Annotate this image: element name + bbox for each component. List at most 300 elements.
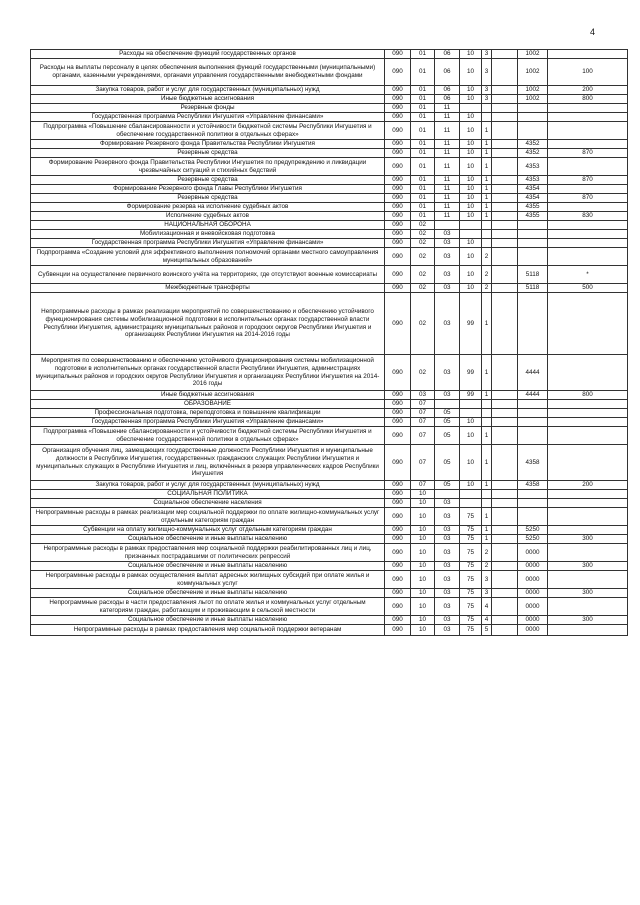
code-vid <box>548 185 628 194</box>
code-gap <box>492 571 518 589</box>
code-podrazdel: 11 <box>435 176 460 185</box>
code-glava: 090 <box>385 194 411 203</box>
code-podrazdel <box>435 490 460 499</box>
code-razdel: 02 <box>411 239 435 248</box>
code-subprogram: 1 <box>482 508 492 526</box>
code-podrazdel: 03 <box>435 508 460 526</box>
code-article: 1002 <box>518 86 548 95</box>
table-row <box>31 400 628 409</box>
row-name: Подпрограмма «Создание условий для эффективного выполнения полномочий органами местного самоуправления муниципальных образований» <box>31 248 385 266</box>
code-glava: 090 <box>385 391 411 400</box>
code-program: 75 <box>460 589 482 598</box>
code-article <box>518 409 548 418</box>
code-gap <box>492 526 518 535</box>
code-vid <box>548 248 628 266</box>
code-program: 75 <box>460 562 482 571</box>
row-name: Исполнение судебных актов <box>31 212 385 221</box>
code-razdel: 01 <box>411 212 435 221</box>
code-vid: 500 <box>548 284 628 293</box>
code-razdel: 03 <box>411 391 435 400</box>
code-article: 0000 <box>518 571 548 589</box>
code-subprogram: 2 <box>482 562 492 571</box>
code-article <box>518 490 548 499</box>
code-podrazdel: 03 <box>435 571 460 589</box>
code-glava: 090 <box>385 221 411 230</box>
code-glava: 090 <box>385 59 411 86</box>
row-name: Закупка товаров, работ и услуг для государственных (муниципальных) нужд <box>31 86 385 95</box>
table-row <box>31 104 628 113</box>
code-glava: 090 <box>385 248 411 266</box>
code-subprogram <box>482 490 492 499</box>
code-razdel: 01 <box>411 113 435 122</box>
code-program: 75 <box>460 598 482 616</box>
code-gap <box>492 400 518 409</box>
budget-table-container <box>30 49 627 636</box>
row-name: Социальное обеспечение и иные выплаты населению <box>31 616 385 625</box>
code-vid <box>548 625 628 636</box>
code-program: 75 <box>460 508 482 526</box>
code-article <box>518 104 548 113</box>
row-name: Непрограммные расходы в рамках осуществления выплат адресных жилищных субсидий при оплате жилья и коммунальных услуг <box>31 571 385 589</box>
code-article: 0000 <box>518 544 548 562</box>
code-program <box>460 400 482 409</box>
code-program: 75 <box>460 625 482 636</box>
code-article: 0000 <box>518 625 548 636</box>
code-subprogram <box>482 418 492 427</box>
code-vid <box>548 50 628 59</box>
table-row <box>31 562 628 571</box>
code-gap <box>492 589 518 598</box>
row-name: ОБРАЗОВАНИЕ <box>31 400 385 409</box>
code-razdel: 02 <box>411 248 435 266</box>
code-razdel: 10 <box>411 625 435 636</box>
code-podrazdel: 03 <box>435 266 460 284</box>
code-razdel: 07 <box>411 418 435 427</box>
code-razdel: 01 <box>411 95 435 104</box>
row-name: Социальное обеспечение и иные выплаты населению <box>31 589 385 598</box>
code-program: 10 <box>460 158 482 176</box>
code-razdel: 07 <box>411 409 435 418</box>
code-razdel: 10 <box>411 598 435 616</box>
code-vid <box>548 571 628 589</box>
code-subprogram <box>482 409 492 418</box>
table-row <box>31 526 628 535</box>
code-subprogram: 1 <box>482 122 492 140</box>
code-glava: 090 <box>385 508 411 526</box>
code-razdel: 02 <box>411 266 435 284</box>
row-name: Межбюджетные трансферты <box>31 284 385 293</box>
code-program: 10 <box>460 194 482 203</box>
code-subprogram: 3 <box>482 59 492 86</box>
code-program: 10 <box>460 149 482 158</box>
row-name: Непрограммные расходы в рамках предоставления мер социальной поддержки ветеранам <box>31 625 385 636</box>
row-name: Резервные средства <box>31 149 385 158</box>
code-article: 4355 <box>518 203 548 212</box>
code-podrazdel: 03 <box>435 355 460 391</box>
code-razdel: 02 <box>411 221 435 230</box>
code-program: 10 <box>460 185 482 194</box>
code-glava: 090 <box>385 176 411 185</box>
code-subprogram <box>482 230 492 239</box>
code-vid: * <box>548 266 628 284</box>
code-program: 10 <box>460 427 482 445</box>
code-glava: 090 <box>385 355 411 391</box>
row-name: Расходы на обеспечение функций государственных органов <box>31 50 385 59</box>
code-podrazdel: 03 <box>435 293 460 355</box>
code-subprogram: 1 <box>482 427 492 445</box>
code-razdel: 01 <box>411 140 435 149</box>
code-program: 75 <box>460 616 482 625</box>
table-row <box>31 176 628 185</box>
table-row <box>31 149 628 158</box>
code-glava: 090 <box>385 589 411 598</box>
table-row <box>31 140 628 149</box>
code-razdel: 07 <box>411 427 435 445</box>
row-name: Иные бюджетные ассигнования <box>31 95 385 104</box>
code-subprogram: 2 <box>482 544 492 562</box>
code-program: 10 <box>460 248 482 266</box>
code-razdel: 10 <box>411 616 435 625</box>
code-razdel: 01 <box>411 59 435 86</box>
code-article <box>518 230 548 239</box>
code-program <box>460 104 482 113</box>
code-subprogram: 3 <box>482 589 492 598</box>
code-razdel: 10 <box>411 571 435 589</box>
code-vid <box>548 418 628 427</box>
row-name: Государственная программа Республики Ингушетия «Управление финансами» <box>31 239 385 248</box>
code-razdel: 01 <box>411 122 435 140</box>
table-row <box>31 95 628 104</box>
code-program: 10 <box>460 59 482 86</box>
code-subprogram <box>482 113 492 122</box>
row-name: Резервные фонды <box>31 104 385 113</box>
code-podrazdel: 11 <box>435 104 460 113</box>
code-vid <box>548 508 628 526</box>
code-program: 10 <box>460 481 482 490</box>
code-article: 4353 <box>518 176 548 185</box>
row-name: Социальное обеспечение и иные выплаты населению <box>31 562 385 571</box>
row-name: Непрограммные расходы в части предоставления льгот по оплате жилья и коммунальных услуг отдельным категориям граждан, работающим и проживающим в сельской местности <box>31 598 385 616</box>
code-article: 4352 <box>518 140 548 149</box>
code-glava: 090 <box>385 95 411 104</box>
code-article: 4354 <box>518 194 548 203</box>
code-podrazdel: 03 <box>435 284 460 293</box>
code-podrazdel: 03 <box>435 526 460 535</box>
table-row <box>31 59 628 86</box>
code-gap <box>492 176 518 185</box>
table-row <box>31 113 628 122</box>
code-gap <box>492 86 518 95</box>
code-subprogram: 4 <box>482 616 492 625</box>
code-program <box>460 409 482 418</box>
row-name: Формирование Резервного фонда Правительства Республики Ингушетия <box>31 140 385 149</box>
code-program: 10 <box>460 95 482 104</box>
code-razdel: 02 <box>411 293 435 355</box>
code-program: 10 <box>460 203 482 212</box>
row-name: Государственная программа Республики Ингушетия «Управление финансами» <box>31 418 385 427</box>
code-podrazdel: 03 <box>435 562 460 571</box>
row-name: Формирование Резервного фонда Главы Республики Ингушетия <box>31 185 385 194</box>
code-podrazdel: 03 <box>435 616 460 625</box>
code-glava: 090 <box>385 203 411 212</box>
code-razdel: 01 <box>411 203 435 212</box>
code-subprogram: 1 <box>482 481 492 490</box>
code-razdel: 01 <box>411 149 435 158</box>
code-glava: 090 <box>385 284 411 293</box>
code-program: 75 <box>460 571 482 589</box>
code-glava: 090 <box>385 418 411 427</box>
code-article: 0000 <box>518 616 548 625</box>
code-subprogram: 1 <box>482 203 492 212</box>
code-gap <box>492 266 518 284</box>
code-program: 75 <box>460 544 482 562</box>
code-gap <box>492 293 518 355</box>
code-subprogram: 1 <box>482 149 492 158</box>
table-row <box>31 293 628 355</box>
code-vid <box>548 427 628 445</box>
code-vid <box>548 544 628 562</box>
table-row <box>31 122 628 140</box>
code-gap <box>492 212 518 221</box>
code-glava: 090 <box>385 122 411 140</box>
table-row <box>31 212 628 221</box>
table-row <box>31 248 628 266</box>
code-program <box>460 230 482 239</box>
code-gap <box>492 418 518 427</box>
code-article: 0000 <box>518 589 548 598</box>
code-vid <box>548 400 628 409</box>
code-vid: 200 <box>548 481 628 490</box>
code-vid <box>548 239 628 248</box>
row-name: Формирование Резервного фонда Правительства Республики Ингушетия по предупреждению и ликвидации чрезвычайных ситуаций и стихийных бедствий <box>31 158 385 176</box>
table-row <box>31 535 628 544</box>
code-article <box>518 400 548 409</box>
table-row <box>31 598 628 616</box>
code-subprogram: 1 <box>482 140 492 149</box>
code-podrazdel: 03 <box>435 544 460 562</box>
code-gap <box>492 427 518 445</box>
code-vid: 870 <box>548 149 628 158</box>
code-vid: 870 <box>548 176 628 185</box>
code-razdel: 01 <box>411 86 435 95</box>
code-program: 10 <box>460 113 482 122</box>
code-article: 4358 <box>518 445 548 481</box>
row-name: Резервные средства <box>31 176 385 185</box>
row-name: Подпрограмма «Повышение сбалансированности и устойчивости бюджетной системы Республики Ингушетия и обеспечение государственной политики в отдельных сферах» <box>31 427 385 445</box>
code-podrazdel: 03 <box>435 589 460 598</box>
code-glava: 090 <box>385 409 411 418</box>
code-subprogram: 1 <box>482 176 492 185</box>
code-glava: 090 <box>385 490 411 499</box>
code-subprogram: 4 <box>482 598 492 616</box>
code-razdel: 01 <box>411 194 435 203</box>
code-gap <box>492 194 518 203</box>
code-glava: 090 <box>385 544 411 562</box>
code-article: 4354 <box>518 185 548 194</box>
code-article: 1002 <box>518 59 548 86</box>
code-program: 10 <box>460 86 482 95</box>
row-name: Субвенции на оплату жилищно-коммунальных услуг отдельным категориям граждан <box>31 526 385 535</box>
code-podrazdel: 03 <box>435 499 460 508</box>
code-glava: 090 <box>385 562 411 571</box>
page-number: 4 <box>590 27 596 37</box>
code-vid <box>548 355 628 391</box>
code-subprogram: 1 <box>482 445 492 481</box>
code-gap <box>492 625 518 636</box>
code-glava: 090 <box>385 140 411 149</box>
code-subprogram <box>482 499 492 508</box>
code-program: 99 <box>460 391 482 400</box>
code-razdel: 10 <box>411 589 435 598</box>
code-glava: 090 <box>385 149 411 158</box>
table-row <box>31 418 628 427</box>
code-razdel: 10 <box>411 490 435 499</box>
table-row <box>31 481 628 490</box>
row-name: Непрограммные расходы в рамках реализации мер социальной поддержки по оплате жилищно-коммунальных услуг отдельным категориям граждан <box>31 508 385 526</box>
table-row <box>31 490 628 499</box>
code-podrazdel: 03 <box>435 391 460 400</box>
code-article: 4444 <box>518 391 548 400</box>
code-gap <box>492 230 518 239</box>
code-article <box>518 221 548 230</box>
code-program: 99 <box>460 293 482 355</box>
code-subprogram: 1 <box>482 158 492 176</box>
code-vid: 300 <box>548 616 628 625</box>
code-gap <box>492 445 518 481</box>
table-row <box>31 86 628 95</box>
code-article: 1002 <box>518 95 548 104</box>
row-name: Подпрограмма «Повышение сбалансированности и устойчивости бюджетной системы Республики Ингушетия и обеспечение государственной политики в отдельных сферах» <box>31 122 385 140</box>
code-razdel: 01 <box>411 50 435 59</box>
code-program: 10 <box>460 212 482 221</box>
code-podrazdel: 06 <box>435 86 460 95</box>
code-vid: 100 <box>548 59 628 86</box>
code-program: 10 <box>460 284 482 293</box>
code-gap <box>492 122 518 140</box>
code-vid <box>548 203 628 212</box>
code-glava: 090 <box>385 158 411 176</box>
code-subprogram: 1 <box>482 194 492 203</box>
code-gap <box>492 391 518 400</box>
code-article <box>518 293 548 355</box>
code-glava: 090 <box>385 427 411 445</box>
table-row <box>31 203 628 212</box>
code-program <box>460 221 482 230</box>
code-podrazdel: 11 <box>435 149 460 158</box>
code-subprogram: 3 <box>482 50 492 59</box>
code-vid <box>548 104 628 113</box>
table-row <box>31 221 628 230</box>
code-podrazdel <box>435 400 460 409</box>
code-subprogram: 3 <box>482 95 492 104</box>
code-subprogram: 1 <box>482 391 492 400</box>
code-gap <box>492 239 518 248</box>
code-razdel: 01 <box>411 185 435 194</box>
code-podrazdel: 03 <box>435 625 460 636</box>
code-glava: 090 <box>385 571 411 589</box>
table-row <box>31 266 628 284</box>
code-razdel: 02 <box>411 230 435 239</box>
table-row <box>31 284 628 293</box>
code-razdel: 02 <box>411 284 435 293</box>
code-program: 10 <box>460 445 482 481</box>
code-glava: 090 <box>385 185 411 194</box>
code-razdel: 10 <box>411 562 435 571</box>
row-name: НАЦИОНАЛЬНАЯ ОБОРОНА <box>31 221 385 230</box>
code-subprogram <box>482 400 492 409</box>
code-podrazdel: 11 <box>435 113 460 122</box>
code-gap <box>492 508 518 526</box>
code-glava: 090 <box>385 104 411 113</box>
code-article: 4358 <box>518 481 548 490</box>
code-gap <box>492 562 518 571</box>
code-glava: 090 <box>385 212 411 221</box>
code-subprogram: 2 <box>482 266 492 284</box>
code-article: 4355 <box>518 212 548 221</box>
table-row <box>31 499 628 508</box>
table-row <box>31 544 628 562</box>
code-gap <box>492 221 518 230</box>
row-name: Расходы на выплаты персоналу в целях обеспечения выполнения функций государственными (муниципальными) органами, казенными учреждениями, органами управления государственными внебюджетными фондами <box>31 59 385 86</box>
code-podrazdel: 11 <box>435 122 460 140</box>
code-glava: 090 <box>385 499 411 508</box>
table-row <box>31 616 628 625</box>
code-subprogram: 5 <box>482 625 492 636</box>
code-gap <box>492 535 518 544</box>
code-gap <box>492 113 518 122</box>
code-subprogram: 1 <box>482 535 492 544</box>
code-razdel: 01 <box>411 104 435 113</box>
code-gap <box>492 203 518 212</box>
code-glava: 090 <box>385 616 411 625</box>
code-gap <box>492 185 518 194</box>
code-program: 10 <box>460 176 482 185</box>
code-razdel: 07 <box>411 481 435 490</box>
code-subprogram: 1 <box>482 293 492 355</box>
code-podrazdel: 06 <box>435 50 460 59</box>
row-name: Субвенции на осуществление первичного воинского учёта на территориях, где отсутствуют военные комиссариаты <box>31 266 385 284</box>
code-article: 5118 <box>518 284 548 293</box>
code-article: 0000 <box>518 562 548 571</box>
code-vid <box>548 122 628 140</box>
code-subprogram: 1 <box>482 355 492 391</box>
code-vid: 800 <box>548 391 628 400</box>
code-razdel: 01 <box>411 158 435 176</box>
code-gap <box>492 284 518 293</box>
budget-table <box>30 49 628 636</box>
code-article <box>518 113 548 122</box>
code-gap <box>492 248 518 266</box>
code-vid <box>548 230 628 239</box>
code-podrazdel <box>435 221 460 230</box>
code-podrazdel: 11 <box>435 212 460 221</box>
row-name: Профессиональная подготовка, переподготовка и повышение квалификации <box>31 409 385 418</box>
code-subprogram: 3 <box>482 86 492 95</box>
code-vid <box>548 140 628 149</box>
code-vid: 300 <box>548 535 628 544</box>
row-name: Резервные средства <box>31 194 385 203</box>
code-podrazdel: 05 <box>435 427 460 445</box>
code-subprogram: 2 <box>482 284 492 293</box>
code-gap <box>492 544 518 562</box>
row-name: Непрограммные расходы в рамках предоставления мер социальной поддержки реабилитированных лиц и лиц, признанных пострадавшими от политических репрессий <box>31 544 385 562</box>
code-razdel: 07 <box>411 400 435 409</box>
code-article: 4352 <box>518 149 548 158</box>
code-program: 10 <box>460 266 482 284</box>
code-article <box>518 122 548 140</box>
code-vid <box>548 526 628 535</box>
code-glava: 090 <box>385 266 411 284</box>
